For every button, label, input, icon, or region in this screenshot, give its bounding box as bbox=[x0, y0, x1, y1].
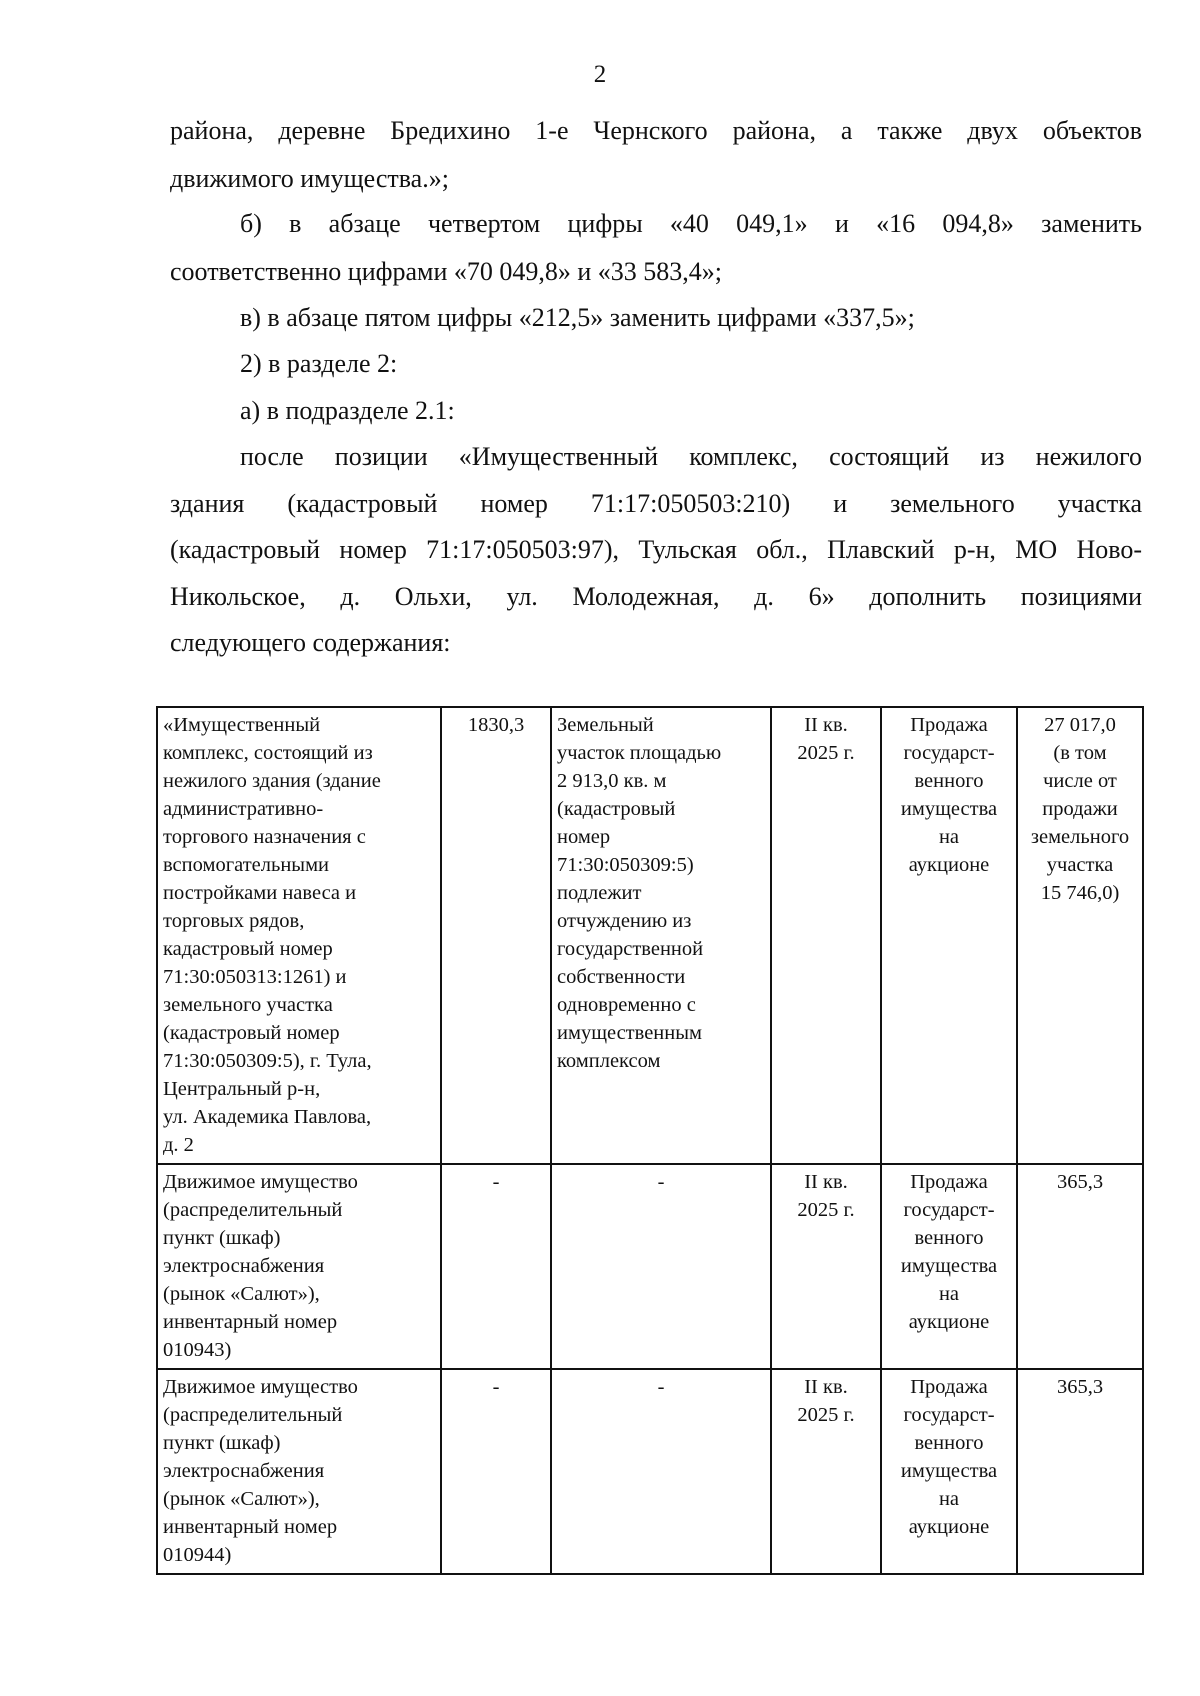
property-name-cell bbox=[157, 707, 441, 1164]
note-text: - bbox=[657, 1376, 665, 1398]
period-value: II кв. 2025 г. bbox=[797, 1171, 855, 1221]
note-text: Земельный участок площадью 2 913,0 кв. м (кадастровый номер 71:30:050309:5) подлежит отчуждению из государственной собственности одновременно с имущественным комплексом bbox=[557, 714, 722, 1072]
text-line-8: после позиции «Имущественный комплекс, состоящий из нежилого bbox=[240, 442, 1142, 471]
sale-method: Продажа государст- венного имущества на аукционе bbox=[900, 1376, 998, 1538]
area-value: - bbox=[492, 1376, 500, 1398]
period-cell bbox=[771, 1164, 881, 1369]
property-table bbox=[156, 706, 1144, 1575]
property-name-cell bbox=[157, 1369, 441, 1574]
text-line-6: 2) в разделе 2: bbox=[240, 349, 398, 378]
property-name: «Имущественный комплекс, состоящий из нежилого здания (здание административно- торгового назначения с вспомогательными постройками навеса и торговых рядов, кадастровый номер 71:30:050313:1261) и земельного участка (кадастровый номер 71:30:050309:5), г. Тула, Центральный р-н, ул. Академика Павлова, д. 2 bbox=[163, 714, 381, 1156]
note-cell bbox=[551, 1164, 771, 1369]
amount-cell bbox=[1017, 1164, 1143, 1369]
note-text: - bbox=[657, 1171, 665, 1193]
text-line-1: района, деревне Бредихино 1-е Чернского района, а также двух объектов bbox=[170, 116, 1142, 145]
text-line-2: движимого имущества.»; bbox=[170, 164, 449, 193]
property-name: Движимое имущество (распределительный пункт (шкаф) электроснабжения (рынок «Салют»), инвентарный номер 010944) bbox=[163, 1376, 358, 1566]
text-line-12: следующего содержания: bbox=[170, 628, 451, 657]
method-cell bbox=[881, 1164, 1017, 1369]
note-cell bbox=[551, 1369, 771, 1574]
amount-cell bbox=[1017, 707, 1143, 1164]
table-row bbox=[157, 1369, 1143, 1574]
period-value: II кв. 2025 г. bbox=[797, 714, 855, 764]
property-name-cell bbox=[157, 1164, 441, 1369]
text-line-10: (кадастровый номер 71:17:050503:97), Тульская обл., Плавский р-н, МО Ново- bbox=[170, 535, 1142, 564]
text-line-3: б) в абзаце четвертом цифры «40 049,1» и «16 094,8» заменить bbox=[240, 209, 1142, 238]
sale-method: Продажа государст- венного имущества на аукционе bbox=[900, 714, 998, 876]
area-value: 1830,3 bbox=[467, 714, 525, 736]
page-number: 2 bbox=[593, 61, 607, 88]
period-value: II кв. 2025 г. bbox=[797, 1376, 855, 1426]
text-line-4: соответственно цифрами «70 049,8» и «33 583,4»; bbox=[170, 257, 723, 286]
text-line-5: в) в абзаце пятом цифры «212,5» заменить цифрами «337,5»; bbox=[240, 303, 915, 332]
property-name: Движимое имущество (распределительный пункт (шкаф) электроснабжения (рынок «Салют»), инвентарный номер 010943) bbox=[163, 1171, 358, 1361]
area-cell bbox=[441, 1369, 551, 1574]
method-cell bbox=[881, 707, 1017, 1164]
amount-value: 365,3 bbox=[1056, 1171, 1104, 1193]
area-value: - bbox=[492, 1171, 500, 1193]
text-line-11: Никольское, д. Ольхи, ул. Молодежная, д. 6» дополнить позициями bbox=[170, 582, 1142, 611]
amount-value: 365,3 bbox=[1056, 1376, 1104, 1398]
method-cell bbox=[881, 1369, 1017, 1574]
text-line-9: здания (кадастровый номер 71:17:050503:210) и земельного участка bbox=[170, 489, 1142, 518]
sale-method: Продажа государст- венного имущества на аукционе bbox=[900, 1171, 998, 1333]
area-cell bbox=[441, 1164, 551, 1369]
table-row bbox=[157, 707, 1143, 1164]
amount-cell bbox=[1017, 1369, 1143, 1574]
note-cell bbox=[551, 707, 771, 1164]
text-line-7: а) в подразделе 2.1: bbox=[240, 396, 455, 425]
period-cell bbox=[771, 707, 881, 1164]
area-cell bbox=[441, 707, 551, 1164]
table-row bbox=[157, 1164, 1143, 1369]
period-cell bbox=[771, 1369, 881, 1574]
amount-value: 27 017,0 (в том числе от продажи земельного участка 15 746,0) bbox=[1030, 714, 1130, 904]
